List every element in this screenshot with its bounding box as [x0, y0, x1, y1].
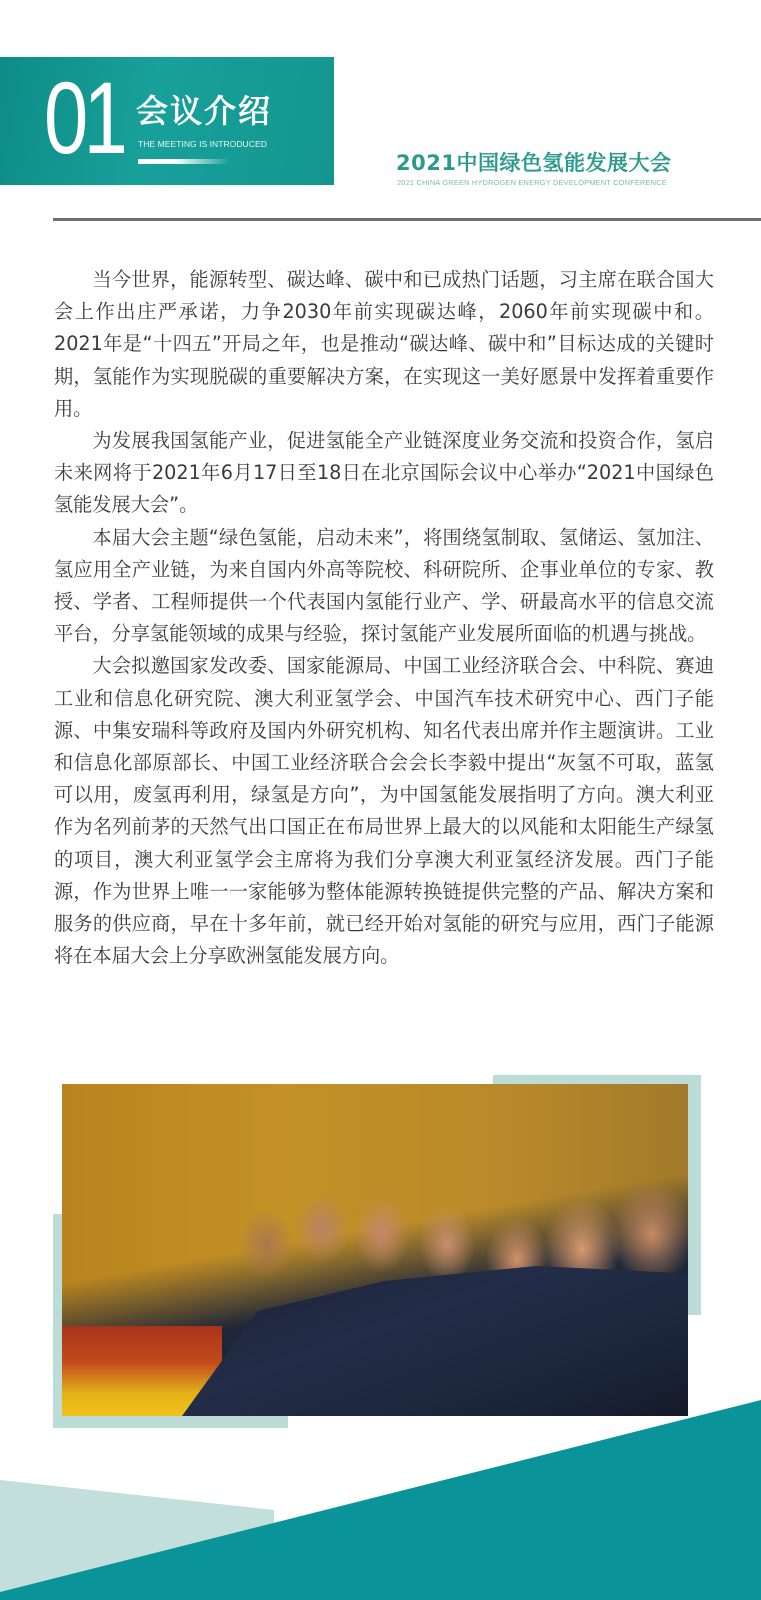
- photo-attendees-suits: [182, 1266, 688, 1416]
- conference-title: 2021中国绿色氢能发展大会: [396, 151, 672, 175]
- header-divider: [53, 218, 761, 221]
- article-paragraph: 当今世界，能源转型、碳达峰、碳中和已成热门话题，习主席在联合国大会上作出庄严承诺，力争2030年前实现碳达峰，2060年前实现碳中和。2021年是“十四五”开局之年，也是推动“碳达峰、碳中和”目标达成的关键时期，氢能作为实现脱碳的重要解决方案，在实现这一美好愿景中发挥着重要作用。: [54, 268, 714, 420]
- article-body: [54, 264, 714, 972]
- article-paragraph: 大会拟邀国家发改委、国家能源局、中国工业经济联合会、中科院、赛迪工业和信息化研究院、澳大利亚氢学会、中国汽车技术研究中心、西门子能源、中集安瑞科等政府及国内外研究机构、知名代表出席并作主题演讲。工业和信息化部原部长、中国工业经济联合会会长李毅中提出“灰氢不可取，蓝氢可以用，废氢再利用，绿氢是方向”，为中国氢能发展指明了方向。澳大利亚作为名列前茅的天然气出口国正在布局世界上最大的以风能和太阳能生产绿氢的项目，澳大利亚氢学会主席将为我们分享澳大利亚氢经济发展。西门子能源，作为世界上唯一一家能够为整体能源转换链提供完整的产品、解决方案和服务的供应商，早在十多年前，就已经开始对氢能的研究与应用，西门子能源将在本届大会上分享欧洲氢能发展方向。: [54, 654, 714, 968]
- section-subtitle: THE MEETING IS INTRODUCED: [138, 139, 267, 149]
- photo-frame-accent: [53, 1416, 288, 1428]
- section-title: 会议介绍: [136, 92, 273, 130]
- section-number: 01: [44, 61, 124, 175]
- conference-audience-photo: [62, 1084, 688, 1416]
- article-paragraph: 为发展我国氢能产业，促进氢能全产业链深度业务交流和投资合作，氢启未来网将于2021年6月17日至18日在北京国际会议中心举办“2021中国绿色氢能发展大会”。: [54, 429, 714, 517]
- article-paragraph: 本届大会主题“绿色氢能，启动未来”，将围绕氢制取、氢储运、氢加注、氢应用全产业链，为来自国内外高等院校、科研院所、企事业单位的专家、教授、学者、工程师提供一个代表国内氢能行业产、学、研最高水平的信息交流平台，分享氢能领域的成果与经验，探讨氢能产业发展所面临的机遇与挑战。: [54, 525, 714, 646]
- photo-frame-accent: [688, 1075, 701, 1315]
- conference-subtitle: 2021 CHINA GREEN HYDROGEN ENERGY DEVELOPMENT CONFERENCE: [397, 178, 667, 187]
- title-underline-bar: [138, 159, 230, 164]
